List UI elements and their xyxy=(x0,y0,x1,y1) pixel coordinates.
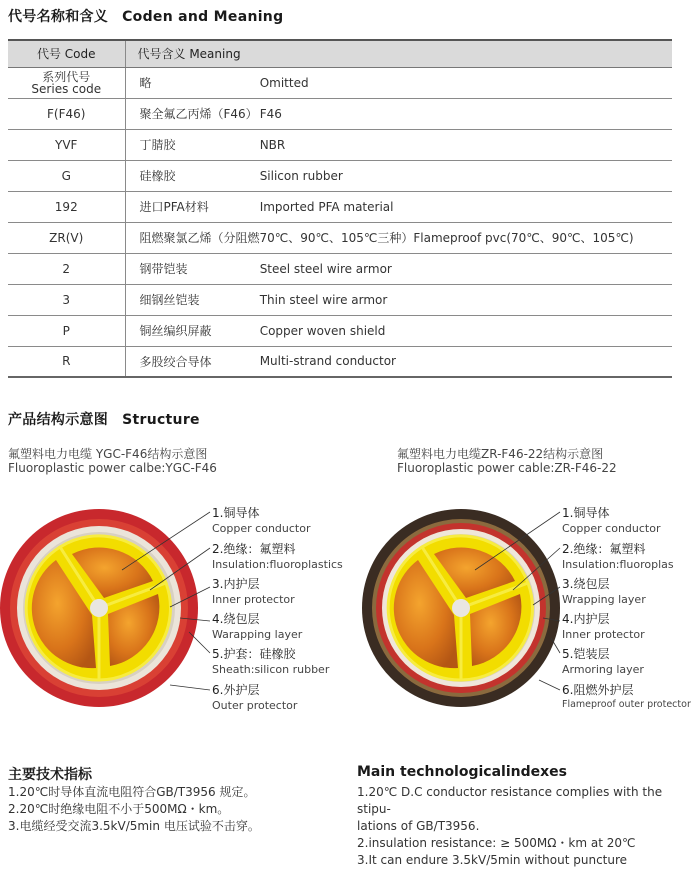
label-2-zh: 2.绝缘：氟塑料 xyxy=(212,542,296,556)
tech-title-en: Main technologicalindexes xyxy=(357,764,567,780)
cable-cross-section xyxy=(362,509,560,707)
caption-en: Fluoroplastic power calbe:YGC-F46 xyxy=(8,461,217,475)
label-6-zh: 6.外护层 xyxy=(212,683,260,697)
section-title-structure xyxy=(8,409,200,429)
table-row xyxy=(8,284,672,315)
section-title-en: Coden and Meaning xyxy=(122,9,284,25)
label-3-en: Wrapping layer xyxy=(562,593,646,606)
meaning-zh: 钢带铠装 xyxy=(125,253,258,284)
meaning-zh: 细钢丝铠装 xyxy=(125,284,258,315)
meaning-en: Steel steel wire armor xyxy=(258,253,672,284)
label-3-zh: 3.内护层 xyxy=(212,577,260,591)
table-row xyxy=(8,222,672,253)
table-row xyxy=(8,346,672,377)
label-3-en: Inner protector xyxy=(212,593,295,606)
caption-zh: 氟塑料电力电缆ZR-F46-22结构示意图 xyxy=(397,447,604,461)
center-filler xyxy=(90,599,108,617)
meaning-en: Multi-strand conductor xyxy=(258,346,672,377)
code-cell: 2 xyxy=(8,253,125,284)
label-1-en: Copper conductor xyxy=(562,522,661,535)
table-row xyxy=(8,253,672,284)
code-cell: F(F46) xyxy=(8,98,125,129)
table-row xyxy=(8,315,672,346)
table-row xyxy=(8,191,672,222)
code-cell: 192 xyxy=(8,191,125,222)
tech-item: 3.It can endure 3.5kV/5min without puncture xyxy=(357,853,628,867)
code-meaning-table xyxy=(8,39,672,378)
section-title-coden xyxy=(8,6,283,26)
meaning-zh: 铜丝编织屏蔽 xyxy=(125,315,258,346)
table-header-row xyxy=(8,40,672,67)
meaning-zh: 聚全氟乙丙烯（F46） xyxy=(125,98,258,129)
meaning-full: 阻燃聚氯乙烯（分阻燃70℃、90℃、105℃三种）Flameproof pvc(70℃、90℃、105℃) xyxy=(125,222,672,253)
meaning-en: Silicon rubber xyxy=(258,160,672,191)
label-3-zh: 3.绕包层 xyxy=(562,577,610,591)
header-code: 代号 Code xyxy=(8,40,125,67)
meaning-en: NBR xyxy=(258,129,672,160)
left-cable-caption xyxy=(8,447,217,475)
label-2-en: Insulation:fluoroplas xyxy=(562,558,674,571)
tech-item: 1.20℃时导体直流电阻符合GB/T3956 规定。 xyxy=(8,785,256,799)
label-4-en: Inner protector xyxy=(562,628,645,641)
label-6-zh: 6.阻燃外护层 xyxy=(562,683,634,697)
code-cell xyxy=(8,67,125,98)
tech-item: 1.20℃ D.C conductor resistance complies with the stipu- xyxy=(357,785,663,816)
label-4-zh: 4.内护层 xyxy=(562,612,610,626)
label-6-en: Outer protector xyxy=(212,699,298,712)
section-title-zh: 产品结构示意图 xyxy=(8,412,109,428)
meaning-en: Imported PFA material xyxy=(258,191,672,222)
label-4-zh: 4.绕包层 xyxy=(212,612,260,626)
label-4-en: Warapping layer xyxy=(212,628,303,641)
meaning-zh: 略 xyxy=(125,67,258,98)
caption-en: Fluoroplastic power cable:ZR-F46-22 xyxy=(397,461,617,475)
code-cell: ZR(V) xyxy=(8,222,125,253)
label-5-zh: 5.铠装层 xyxy=(562,647,610,661)
meaning-en: F46 xyxy=(258,98,672,129)
meaning-en: Copper woven shield xyxy=(258,315,672,346)
meaning-zh: 进口PFA材料 xyxy=(125,191,258,222)
tech-list-en xyxy=(357,784,680,869)
section-title-en: Structure xyxy=(122,412,200,428)
code-cell: 3 xyxy=(8,284,125,315)
caption-zh: 氟塑料电力电缆 YGC-F46结构示意图 xyxy=(8,447,208,461)
label-5-zh: 5.护套：硅橡胶 xyxy=(212,647,296,661)
tech-item: lations of GB/T3956. xyxy=(357,819,480,833)
table-row xyxy=(8,160,672,191)
label-1-zh: 1.铜导体 xyxy=(562,506,610,520)
tech-title-zh: 主要技术指标 xyxy=(8,767,92,783)
label-6-en: Flameproof outer protector xyxy=(562,699,691,710)
meaning-zh: 丁腈胶 xyxy=(125,129,258,160)
table-row xyxy=(8,129,672,160)
tech-item: 2.20℃时绝缘电阻不小于500MΩ・km。 xyxy=(8,802,230,816)
header-meaning: 代号含义 Meaning xyxy=(125,40,672,67)
table-row xyxy=(8,98,672,129)
cable-cross-section xyxy=(0,509,198,707)
label-1-en: Copper conductor xyxy=(212,522,311,535)
label-5-en: Armoring layer xyxy=(562,663,644,676)
code-zh: 系列代号 xyxy=(42,69,91,84)
tech-item: 3.电缆经受交流3.5kV/5min 电压试验不击穿。 xyxy=(8,819,260,833)
label-1-zh: 1.铜导体 xyxy=(212,506,260,520)
code-en: Series code xyxy=(31,81,102,96)
label-5-en: Sheath:silicon rubber xyxy=(212,663,330,676)
center-filler xyxy=(452,599,470,617)
meaning-en: Thin steel wire armor xyxy=(258,284,672,315)
label-2-en: Insulation:fluoroplastics xyxy=(212,558,343,571)
code-cell: YVF xyxy=(8,129,125,160)
tech-item: 2.insulation resistance: ≥ 500MΩ・km at 20℃ xyxy=(357,836,636,850)
code-cell: R xyxy=(8,346,125,377)
section-title-zh: 代号名称和含义 xyxy=(8,9,109,25)
right-cable-diagram xyxy=(355,490,575,730)
meaning-zh: 多股绞合导体 xyxy=(125,346,258,377)
right-cable-caption xyxy=(397,447,617,475)
code-cell: G xyxy=(8,160,125,191)
code-cell: P xyxy=(8,315,125,346)
meaning-en: Omitted xyxy=(258,67,672,98)
table-row xyxy=(8,67,672,98)
label-2-zh: 2.绝缘：氟塑料 xyxy=(562,542,646,556)
meaning-zh: 硅橡胶 xyxy=(125,160,258,191)
tech-list-zh xyxy=(8,784,260,835)
